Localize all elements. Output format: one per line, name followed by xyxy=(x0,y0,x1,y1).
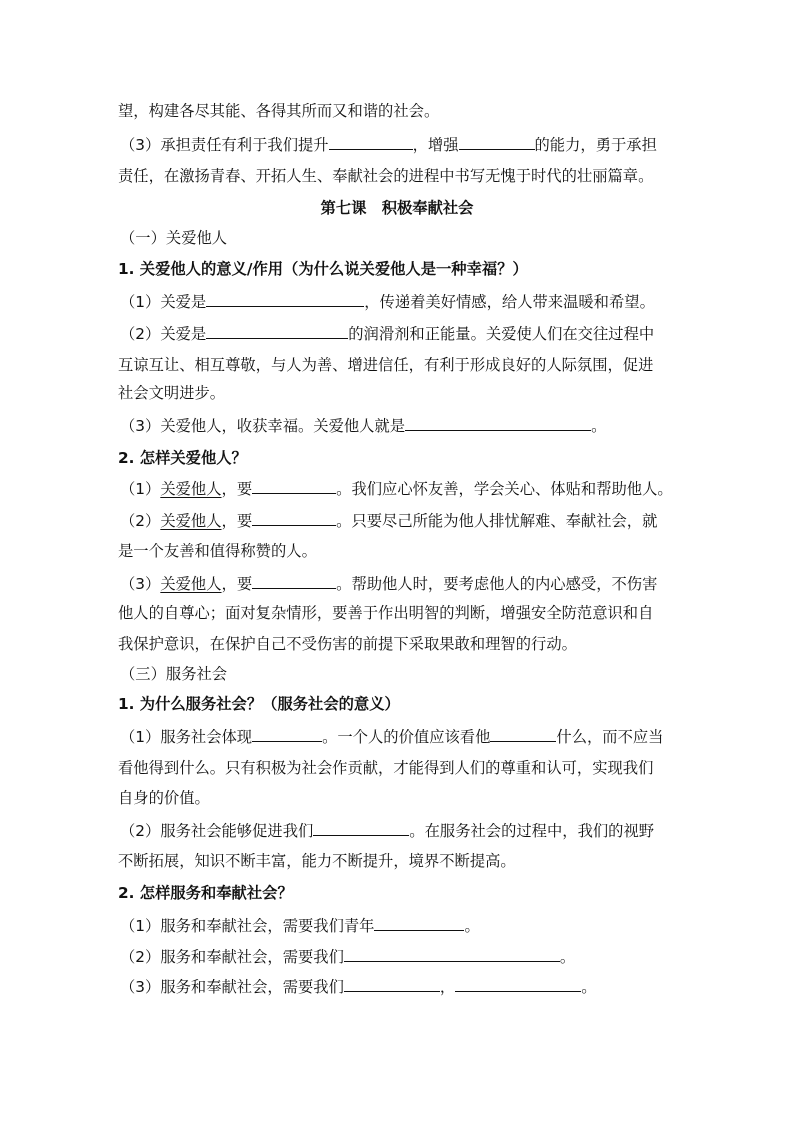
text-line xyxy=(118,851,516,871)
line-text: 。一个人的价值应该看他 xyxy=(322,728,491,746)
text-line xyxy=(120,820,654,841)
line-text: （1）关爱是 xyxy=(120,293,207,311)
fill-blank[interactable] xyxy=(374,915,464,931)
text-line xyxy=(120,915,480,936)
line-text: ，增强 xyxy=(412,136,459,154)
fill-blank[interactable] xyxy=(329,134,413,150)
line-text: （1）服务和奉献社会，需要我们青年 xyxy=(120,917,375,935)
line-text: ，传递着美好情感，给人带来温暖和希望。 xyxy=(364,293,655,311)
lesson-title xyxy=(0,198,794,218)
line-text: 望，构建各尽其能、各得其所而又和谐的社会。 xyxy=(118,102,440,120)
fill-blank[interactable] xyxy=(252,573,336,589)
line-text: 的能力，勇于承担 xyxy=(534,136,657,154)
line-text: （1）服务社会体现 xyxy=(120,728,253,746)
line-text: 互谅互让、相互尊敬，与人为善、增进信任，有利于形成良好的人际氛围，促进 xyxy=(118,356,654,374)
text-line xyxy=(120,946,575,967)
line-text: （2）关爱是 xyxy=(120,325,207,343)
line-text: （3） xyxy=(120,575,161,593)
line-text: 。只要尽己所能为他人排忧解难、奉献社会，就 xyxy=(336,512,658,530)
text-line xyxy=(118,166,653,186)
line-text: （2）服务社会能够促进我们 xyxy=(120,822,314,840)
text-line xyxy=(120,478,673,499)
text-line xyxy=(120,415,606,436)
line-text: （2） xyxy=(120,512,161,530)
line-text: 责任，在激扬青春、开拓人生、奉献社会的进程中书写无愧于时代的壮丽篇章。 xyxy=(118,167,654,185)
line-text: 是一个友善和值得称赞的人。 xyxy=(118,542,317,560)
line-text: 自身的价值。 xyxy=(118,789,210,807)
question-heading-text: 2. 怎样服务和奉献社会？ xyxy=(118,884,293,902)
line-text: 看他得到什么。只有积极为社会作贡献，才能得到人们的尊重和认可，实现我们 xyxy=(118,759,654,777)
line-text: 。 xyxy=(591,417,607,435)
line-text: 。在服务社会的过程中，我们的视野 xyxy=(409,822,655,840)
text-line xyxy=(118,603,653,623)
fill-blank[interactable] xyxy=(206,291,364,307)
line-text: 。 xyxy=(559,948,576,966)
underlined-text: 关爱他人 xyxy=(160,480,222,498)
text-line xyxy=(118,101,439,121)
line-text: （1） xyxy=(120,480,161,498)
text-line xyxy=(118,634,577,654)
line-text: ，要 xyxy=(221,575,253,593)
text-line xyxy=(118,788,210,808)
fill-blank[interactable] xyxy=(344,946,560,962)
fill-blank[interactable] xyxy=(252,726,322,742)
fill-blank[interactable] xyxy=(455,976,581,992)
line-text: ， xyxy=(439,978,456,996)
section-heading xyxy=(120,228,227,248)
line-text: 的润滑剂和正能量。关爱使人们在交往过程中 xyxy=(348,325,655,343)
question-heading-text: 1. 关爱他人的意义/作用（为什么说关爱他人是一种幸福？） xyxy=(118,260,528,278)
underlined-text: 关爱他人 xyxy=(160,575,222,593)
line-text: 。帮助他人时，要考虑他人的内心感受，不伤害 xyxy=(336,575,658,593)
text-line xyxy=(120,726,663,747)
text-line xyxy=(118,383,225,403)
fill-blank[interactable] xyxy=(252,478,336,494)
fill-blank[interactable] xyxy=(206,323,348,339)
line-text: （2）服务和奉献社会，需要我们 xyxy=(120,948,344,966)
question-heading-text: 2. 怎样关爱他人？ xyxy=(118,449,247,467)
line-text: 。 xyxy=(581,978,597,996)
fill-blank[interactable] xyxy=(252,510,336,526)
line-text: ，要 xyxy=(221,480,253,498)
line-text: 我保护意识，在保护自己不受伤害的前提下采取果敢和理智的行动。 xyxy=(118,635,577,653)
line-text: 他人的自尊心；面对复杂情形，要善于作出明智的判断，增强安全防范意识和自 xyxy=(118,604,654,622)
text-line xyxy=(120,510,657,531)
question-heading xyxy=(118,448,247,468)
text-line xyxy=(120,291,655,312)
line-text: （3）承担责任有利于我们提升 xyxy=(120,136,329,154)
line-text: （3）服务和奉献社会，需要我们 xyxy=(120,978,344,996)
text-line xyxy=(120,976,597,997)
question-heading xyxy=(118,694,400,714)
fill-blank[interactable] xyxy=(459,134,535,150)
section-heading-text: （三）服务社会 xyxy=(120,665,228,683)
line-text: （3）关爱他人，收获幸福。关爱他人就是 xyxy=(120,417,406,435)
line-text: 不断拓展，知识不断丰富，能力不断提升，境界不断提高。 xyxy=(118,852,516,870)
text-line xyxy=(118,541,317,561)
fill-blank[interactable] xyxy=(490,726,556,742)
text-line xyxy=(120,323,654,344)
text-line xyxy=(118,758,653,778)
underlined-text: 关爱他人 xyxy=(160,512,222,530)
line-text: ，要 xyxy=(221,512,253,530)
question-heading-text: 1. 为什么服务社会？（服务社会的意义） xyxy=(118,695,400,713)
line-text: 。我们应心怀友善，学会关心、体贴和帮助他人。 xyxy=(336,480,673,498)
section-heading-text: （一）关爱他人 xyxy=(120,229,228,247)
fill-blank[interactable] xyxy=(313,820,409,836)
text-line xyxy=(120,134,657,155)
line-text: 社会文明进步。 xyxy=(118,384,226,402)
question-heading xyxy=(118,259,528,279)
text-line xyxy=(120,573,657,594)
section-heading xyxy=(120,664,227,684)
line-text: 什么，而不应当 xyxy=(556,728,664,746)
text-line xyxy=(118,355,653,375)
fill-blank[interactable] xyxy=(405,415,591,431)
line-text: 。 xyxy=(464,917,480,935)
question-heading xyxy=(118,883,293,903)
fill-blank[interactable] xyxy=(344,976,440,992)
lesson-title-text: 第七课 积极奉献社会 xyxy=(320,199,474,217)
